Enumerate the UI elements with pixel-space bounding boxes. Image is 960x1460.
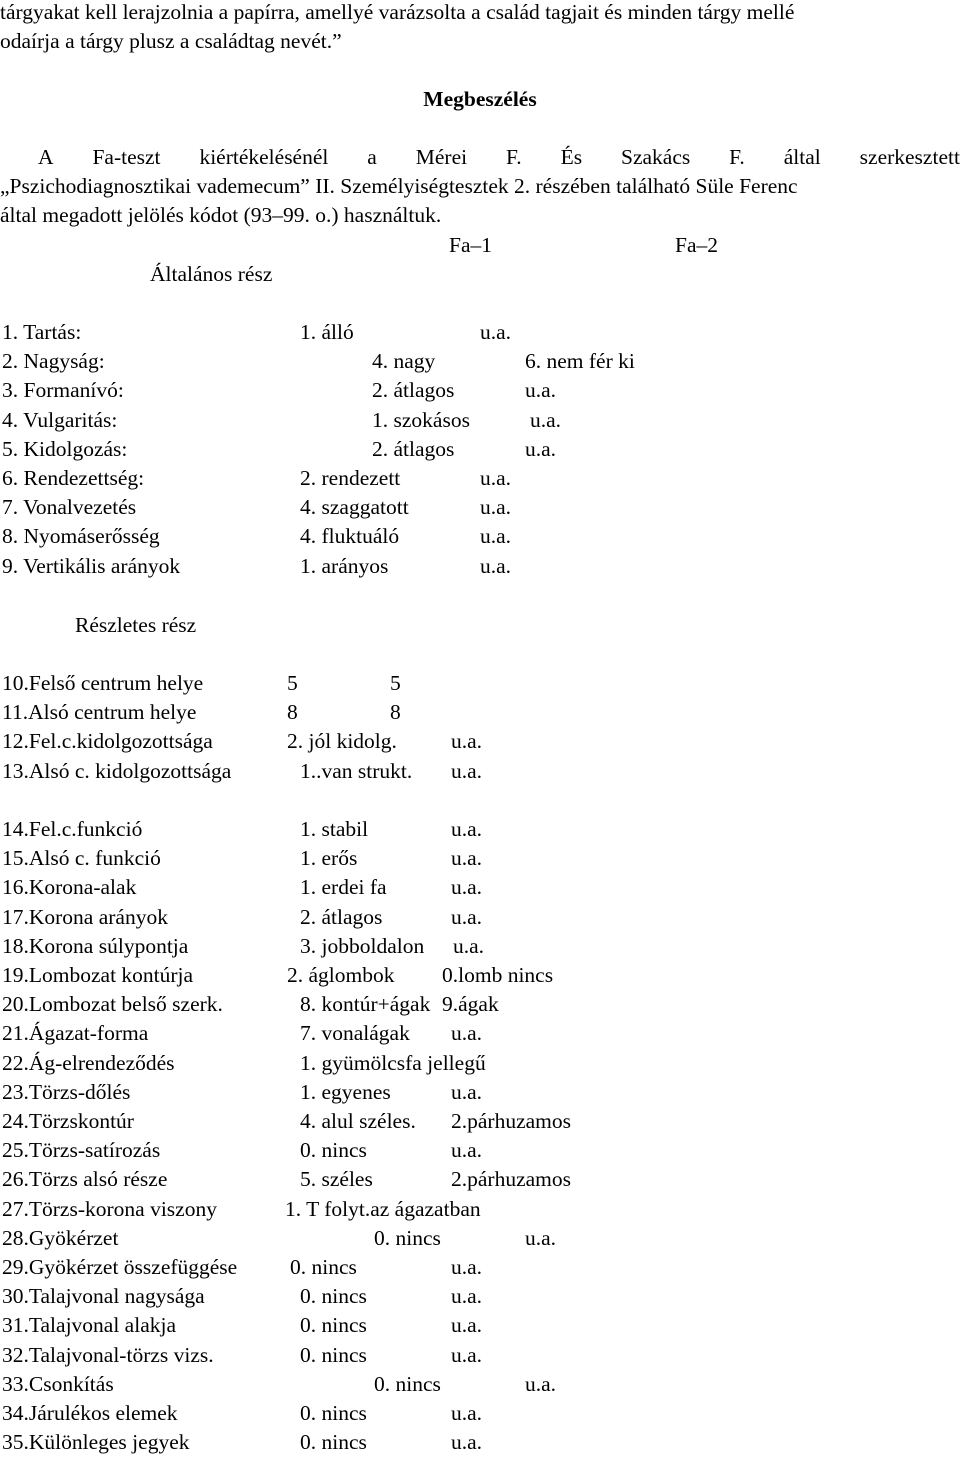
paragraph-line-3: által megadott jelölés kódot (93–99. o.) használtuk. (0, 203, 442, 227)
row-value-fa1: 0. nincs (374, 1371, 441, 1396)
row-value-fa1: 1. erős (300, 846, 358, 871)
row-label: 11.Alsó centrum helye (2, 700, 197, 725)
table-row (0, 495, 960, 524)
row-label: 31.Talajvonal alakja (2, 1313, 177, 1338)
row-value-fa1: 0. nincs (300, 1430, 367, 1455)
row-value-fa2: 2.párhuzamos (451, 1167, 572, 1192)
row-value-fa1: 2. jól kidolg. (287, 729, 397, 754)
table-row (0, 1197, 960, 1226)
table-row (0, 1109, 960, 1138)
row-value-fa1: 2. átlagos (372, 436, 455, 461)
row-value-fa2: u.a. (525, 1225, 557, 1250)
table-row (0, 554, 960, 583)
row-value-fa1: 2. átlagos (372, 378, 455, 403)
row-value-fa1: 4. fluktuáló (300, 524, 400, 549)
table-row (0, 817, 960, 846)
row-value-fa2: 0.lomb nincs (442, 963, 554, 987)
row-value-fa1: 0. nincs (374, 1225, 441, 1250)
row-value-fa1: 1. T folyt.az ágazatban (285, 1196, 481, 1221)
table-row (0, 1226, 960, 1255)
row-value-fa1: 0. nincs (300, 1284, 367, 1309)
row-value-fa1: 1. erdei fa (300, 875, 387, 900)
row-value-fa2: 6. nem fér ki (525, 349, 635, 374)
row-label: 5. Kidolgozás: (2, 436, 128, 461)
row-value-fa1: 1. stabil (300, 817, 369, 841)
row-label: 14.Fel.c.funkció (2, 817, 143, 841)
row-value-fa1: 0. nincs (300, 1138, 367, 1163)
table-row (0, 1051, 960, 1080)
row-value-fa2: u.a. (480, 320, 512, 344)
row-value-fa2: u.a. (451, 1342, 483, 1367)
table-row (0, 1313, 960, 1342)
row-label: 19.Lombozat kontúrja (2, 963, 194, 987)
table-row (0, 466, 960, 495)
row-label: 28.Gyökérzet (2, 1225, 119, 1250)
row-value-fa1: 0. nincs (300, 1401, 367, 1425)
detail-heading: Részletes rész (75, 613, 197, 637)
paragraph-word: által (783, 145, 821, 169)
row-value-fa1: 7. vonalágak (300, 1021, 410, 1046)
table-row (0, 1430, 960, 1459)
row-value-fa2: u.a. (480, 466, 512, 490)
table-row (0, 992, 960, 1021)
row-value-fa2: u.a. (451, 846, 483, 871)
row-label: 15.Alsó c. funkció (2, 846, 161, 871)
table-row (0, 524, 960, 553)
row-value-fa1: 1..van strukt. (300, 758, 413, 783)
paragraph-word: F. (729, 145, 745, 169)
paragraph-word: Mérei (415, 145, 468, 169)
row-label: 24.Törzskontúr (2, 1109, 134, 1133)
row-value-fa2: u.a. (480, 524, 512, 549)
row-value-fa2: 9.ágak (442, 992, 499, 1017)
row-label: 13.Alsó c. kidolgozottsága (2, 758, 232, 783)
table-row (0, 1080, 960, 1109)
row-value-fa1: 2. rendezett (300, 466, 401, 490)
row-value-fa1: 4. szaggatott (300, 495, 409, 520)
row-value-fa1: 2. áglombok (287, 963, 395, 987)
table-row (0, 1343, 960, 1372)
row-label: 35.Különleges jegyek (2, 1430, 190, 1455)
row-value-fa2: u.a. (451, 758, 483, 783)
row-label: 33.Csonkítás (2, 1371, 114, 1396)
row-value-fa1: 4. nagy (372, 349, 436, 374)
row-value-fa2: u.a. (453, 933, 485, 958)
row-value-fa1: 1. szokásos (372, 407, 470, 432)
row-value-fa2: u.a. (480, 553, 512, 578)
table-row (0, 700, 960, 729)
table-row (0, 671, 960, 700)
table-row (0, 875, 960, 904)
table-row (0, 963, 960, 992)
row-value-fa1: 8. kontúr+ágak (300, 992, 431, 1017)
row-value-fa1: 2. átlagos (300, 904, 383, 929)
general-heading: Általános rész (150, 262, 273, 286)
row-value-fa1: 1. arányos (300, 553, 389, 578)
column-header-fa2: Fa–2 (675, 233, 718, 257)
row-label: 17.Korona arányok (2, 904, 168, 929)
row-value-fa2: 8 (390, 700, 401, 725)
row-value-fa2: u.a. (451, 1255, 483, 1279)
paragraph-word: Fa-teszt (92, 145, 161, 169)
table-row (0, 1372, 960, 1401)
intro-line-1: tárgyakat kell lerajzolnia a papírra, amellyé varázsolta a család tagjait és minden tárgy mellé (0, 0, 795, 24)
row-value-fa1: 8 (287, 700, 298, 725)
row-value-fa1: 0. nincs (300, 1313, 367, 1338)
row-value-fa1: 5. széles (300, 1167, 373, 1192)
row-label: 12.Fel.c.kidolgozottsága (2, 729, 213, 754)
row-value-fa2: u.a. (451, 1079, 483, 1104)
row-label: 4. Vulgaritás: (2, 407, 118, 432)
table-row (0, 1284, 960, 1313)
row-label: 3. Formanívó: (2, 378, 124, 403)
row-label: 21.Ágazat-forma (2, 1021, 149, 1046)
row-label: 22.Ág-elrendeződés (2, 1050, 175, 1075)
row-value-fa1: 3. jobboldalon (300, 933, 425, 958)
row-label: 30.Talajvonal nagysága (2, 1284, 205, 1309)
row-value-fa1: 1. egyenes (300, 1079, 391, 1104)
row-label: 7. Vonalvezetés (2, 495, 137, 520)
table-row (0, 934, 960, 963)
row-label: 26.Törzs alsó része (2, 1167, 168, 1192)
table-row (0, 846, 960, 875)
row-label: 9. Vertikális arányok (2, 553, 181, 578)
row-value-fa1: 0. nincs (290, 1255, 357, 1279)
table-row (0, 1138, 960, 1167)
row-value-fa2: u.a. (451, 1138, 483, 1163)
row-label: 16.Korona-alak (2, 875, 137, 900)
table-row (0, 378, 960, 407)
row-value-fa1: 1. gyümölcsfa jellegű (300, 1050, 486, 1075)
paragraph-line-1 (38, 145, 960, 169)
paragraph-word: Szakács (621, 145, 691, 169)
table-row (0, 408, 960, 437)
row-label: 29.Gyökérzet összefüggése (2, 1255, 238, 1279)
section-title: Megbeszélés (423, 87, 537, 111)
row-value-fa1: 5 (287, 671, 298, 695)
table-row (0, 320, 960, 349)
table-row (0, 759, 960, 788)
row-label: 6. Rendezettség: (2, 466, 145, 490)
paragraph-line-2: „Pszichodiagnosztikai vademecum” II. Személyiségtesztek 2. részében található Süle Ferenc (0, 174, 798, 198)
paragraph-word: A (38, 145, 54, 169)
row-value-fa2: u.a. (480, 495, 512, 520)
row-label: 1. Tartás: (2, 320, 82, 344)
row-label: 2. Nagyság: (2, 349, 105, 374)
table-row (0, 905, 960, 934)
row-value-fa1: 1. álló (300, 320, 354, 344)
row-label: 18.Korona súlypontja (2, 933, 189, 958)
row-label: 27.Törzs-korona viszony (2, 1196, 217, 1221)
paragraph-word: kiértékelésénél (199, 145, 329, 169)
row-label: 10.Felső centrum helye (2, 671, 204, 695)
intro-line-2: odaírja a tárgy plusz a családtag nevét.” (0, 29, 342, 53)
table-row (0, 729, 960, 758)
table-row (0, 1167, 960, 1196)
row-value-fa1: 4. alul széles. (300, 1109, 416, 1133)
paragraph-word: szerkesztett (859, 145, 960, 169)
column-header-fa1: Fa–1 (449, 233, 492, 257)
row-value-fa2: 5 (390, 671, 401, 695)
row-value-fa2: u.a. (525, 436, 557, 461)
row-value-fa2: u.a. (451, 817, 483, 841)
row-label: 32.Talajvonal-törzs vizs. (2, 1342, 214, 1367)
row-value-fa2: u.a. (451, 1313, 483, 1338)
row-value-fa2: u.a. (525, 378, 557, 403)
row-value-fa1: 0. nincs (300, 1342, 367, 1367)
row-value-fa2: 2.párhuzamos (451, 1109, 572, 1133)
row-value-fa2: u.a. (530, 407, 562, 432)
paragraph-word: F. (506, 145, 522, 169)
table-row (0, 1255, 960, 1284)
table-row (0, 1021, 960, 1050)
row-value-fa2: u.a. (451, 1021, 483, 1046)
row-value-fa2: u.a. (451, 904, 483, 929)
row-label: 34.Járulékos elemek (2, 1401, 178, 1425)
row-value-fa2: u.a. (451, 1430, 483, 1455)
row-value-fa2: u.a. (451, 1284, 483, 1309)
paragraph-word: a (367, 145, 377, 169)
row-value-fa2: u.a. (451, 729, 483, 754)
table-row (0, 1401, 960, 1430)
row-value-fa2: u.a. (451, 875, 483, 900)
row-label: 8. Nyomáserősség (2, 524, 160, 549)
row-label: 23.Törzs-dőlés (2, 1079, 131, 1104)
table-row (0, 349, 960, 378)
paragraph-word: És (560, 145, 583, 169)
row-value-fa2: u.a. (525, 1371, 557, 1396)
row-value-fa2: u.a. (451, 1401, 483, 1425)
table-row (0, 437, 960, 466)
row-label: 25.Törzs-satírozás (2, 1138, 161, 1163)
row-label: 20.Lombozat belső szerk. (2, 992, 223, 1017)
